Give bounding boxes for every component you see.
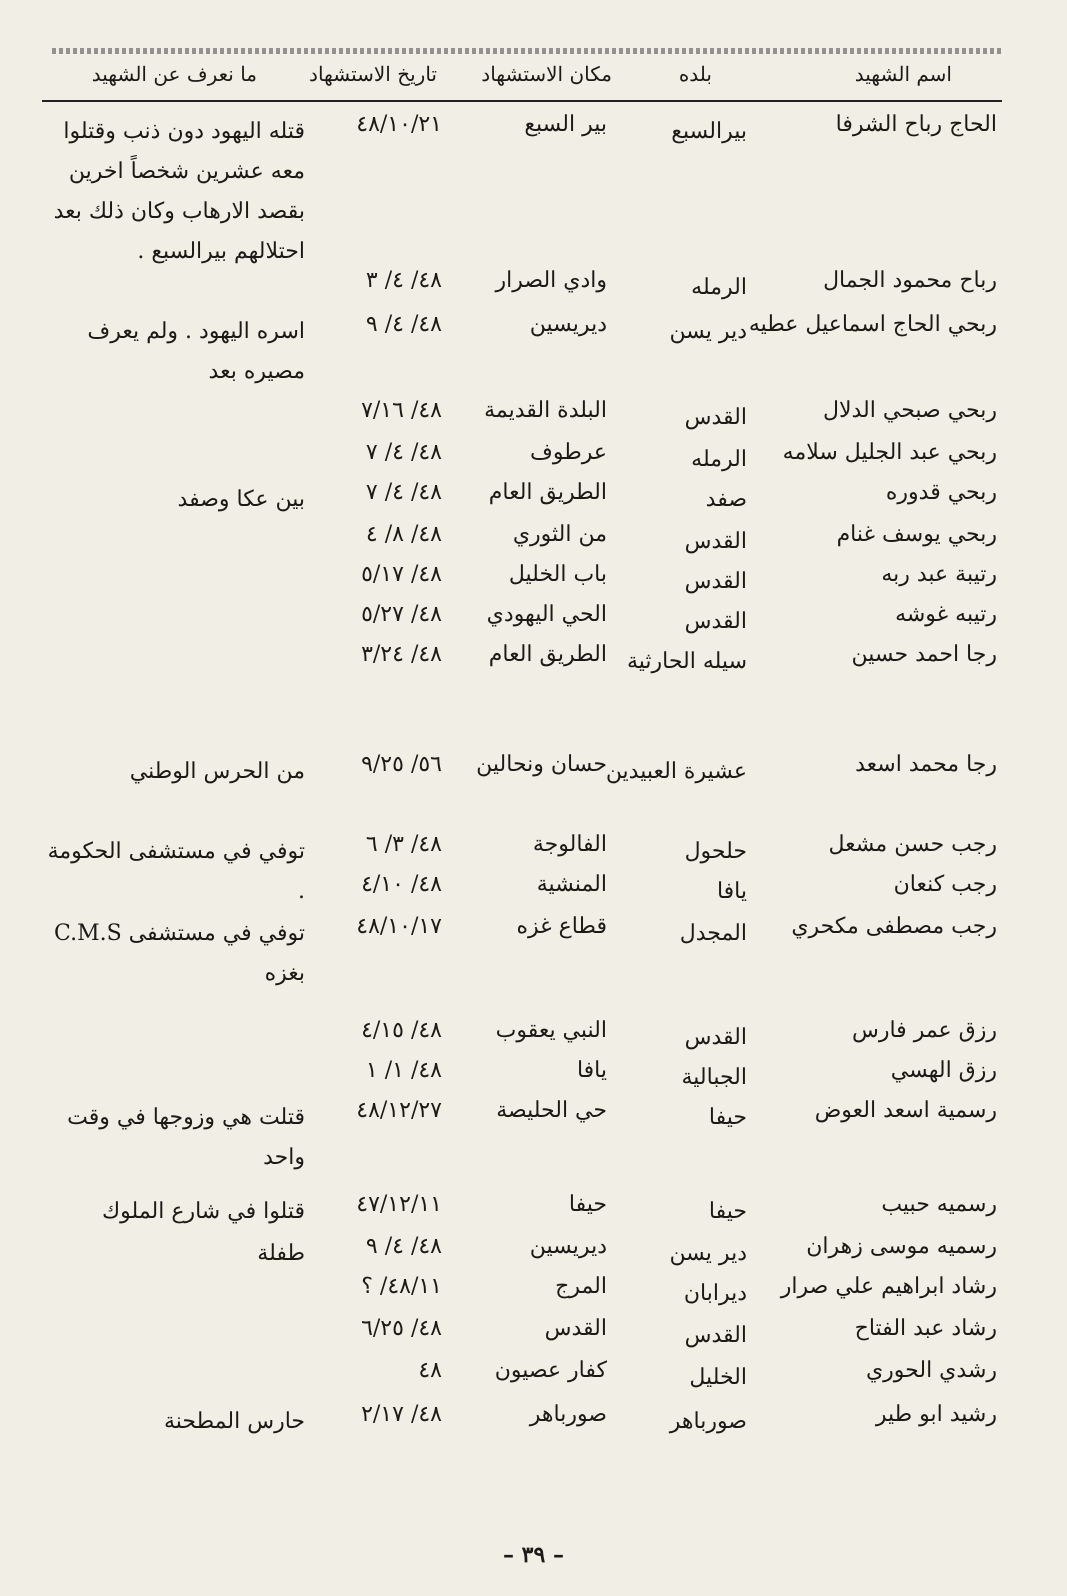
martyr-place: البلدة القديمة (484, 398, 607, 423)
table-row (0, 914, 1067, 986)
martyr-place: حسان ونحالين (476, 752, 607, 777)
martyr-name: رشاد ابراهيم علي صرار (780, 1274, 997, 1299)
table-row (0, 1358, 1067, 1398)
table-row (0, 752, 1067, 792)
martyr-note: توفي في مستشفى الحكومة . (47, 839, 305, 904)
martyr-date: ٤٨/ ٤/١٠ (361, 872, 442, 897)
martyr-place: صورباهر (529, 1402, 607, 1427)
martyr-date: ٤٨/١١/ ؟ (361, 1274, 442, 1299)
martyr-place: الحي اليهودي (486, 602, 607, 627)
martyr-place: من الثوري (512, 522, 607, 547)
martyr-date: ٤٨/ ٤/١٥ (361, 1018, 442, 1043)
header-name: اسم الشهيد (854, 62, 952, 86)
martyr-note: توفي في مستشفى C.M.S بغزه (54, 921, 305, 986)
table-row (0, 522, 1067, 562)
martyr-date: ٤٨ (418, 1358, 442, 1383)
table-row (0, 642, 1067, 682)
martyr-date: ٤٨/ ٤/ ٧ (365, 440, 442, 465)
martyr-place: حي الحليصة (496, 1098, 607, 1123)
martyr-date: ٤٨/ ٤/ ٧ (365, 480, 442, 505)
table-row (0, 1402, 1067, 1442)
header-rule (42, 100, 1002, 102)
martyr-town: عشيرة العبيدين (605, 759, 747, 784)
martyr-place: كفار عصيون (494, 1358, 607, 1383)
martyr-note: بين عكا وصفد (177, 487, 305, 512)
martyr-note: قتلوا في شارع الملوك (102, 1199, 305, 1224)
martyr-note: قتله اليهود دون ذنب وقتلوا معه عشرين شخصاً اخرين بقصد الارهاب وكان ذلك بعد احتلالهم بيرالسبع . (53, 119, 305, 264)
martyr-note: قتلت هي وزوجها في وقت واحد (67, 1105, 305, 1170)
table-row (0, 1274, 1067, 1314)
martyr-note: اسره اليهود . ولم يعرف مصيره بعد (87, 319, 305, 384)
martyr-date: ٤٨/ ٧/١٦ (361, 398, 442, 423)
martyr-date: ٤٨/١٠/٢١ (356, 112, 442, 137)
martyr-date: ٤٧/١٢/١١ (356, 1192, 442, 1217)
martyr-note: طفلة (257, 1241, 305, 1266)
martyr-town: حيفا (708, 1199, 747, 1224)
martyr-date: ٤٨/ ٥/١٧ (361, 562, 442, 587)
martyr-place: المنشية (536, 872, 607, 897)
martyr-town: يافا (716, 879, 747, 904)
table-header (52, 58, 1002, 98)
martyr-town: صفد (705, 487, 747, 512)
martyr-town: دير يسن (669, 1241, 747, 1266)
martyr-town: القدس (684, 529, 747, 554)
martyr-place: بير السبع (524, 112, 607, 137)
martyr-date: ٤٨/ ٣/ ٦ (365, 832, 442, 857)
martyr-name: ربحي يوسف غنام (836, 522, 997, 547)
martyr-date: ٤٨/١٠/١٧ (356, 914, 442, 939)
martyr-date: ٤٨/ ٣/٢٤ (361, 642, 442, 667)
martyr-place: وادي الصرار (495, 268, 607, 293)
martyr-name: رجب مصطفى مكحري (791, 914, 997, 939)
martyr-name: ربحي الحاج اسماعيل عطيه (748, 312, 997, 337)
martyr-name: رسميه موسى زهران (806, 1234, 997, 1259)
martyr-date: ٤٨/ ٦/٢٥ (361, 1316, 442, 1341)
table-row (0, 1058, 1067, 1098)
martyr-town: الجبالية (681, 1065, 747, 1090)
table-row (0, 398, 1067, 438)
martyr-name: رزق عمر فارس (852, 1018, 997, 1043)
table-row (0, 268, 1067, 308)
martyr-name: رتيبة عبد ربه (881, 562, 997, 587)
martyr-place: باب الخليل (508, 562, 607, 587)
martyr-name: رجب كنعان (893, 872, 997, 897)
top-wavy-rule (52, 48, 1002, 54)
martyr-town: المجدل (679, 921, 747, 946)
header-note: ما نعرف عن الشهيد (91, 62, 257, 86)
martyr-note: من الحرس الوطني (129, 759, 305, 784)
martyr-date: ٤٨/ ١/ ١ (365, 1058, 442, 1083)
martyr-date: ٤٨/ ٥/٢٧ (361, 602, 442, 627)
martyr-place: عرطوف (530, 440, 607, 465)
martyr-name: ربحي صبحي الدلال (822, 398, 997, 423)
martyr-town: القدس (684, 569, 747, 594)
martyr-name: ربحي قدوره (885, 480, 997, 505)
martyr-town: القدس (684, 609, 747, 634)
martyr-town: حلحول (684, 839, 747, 864)
martyr-place: الطريق العام (488, 642, 607, 667)
martyr-place: الطريق العام (488, 480, 607, 505)
table-row (0, 602, 1067, 642)
martyr-town: ديرابان (683, 1281, 747, 1306)
martyr-town: بيرالسبع (671, 119, 747, 144)
martyr-place: النبي يعقوب (495, 1018, 607, 1043)
table-row (0, 440, 1067, 480)
martyr-town: سيله الحارثية (626, 649, 747, 674)
martyr-town: القدس (684, 1025, 747, 1050)
martyr-name: رباح محمود الجمال (823, 268, 997, 293)
martyr-town: دير يسن (669, 319, 747, 344)
martyr-date: ٤٨/ ٤/ ٣ (365, 268, 442, 293)
martyr-town: الخليل (689, 1365, 747, 1390)
martyr-date: ٤٨/ ٤/ ٩ (365, 312, 442, 337)
martyr-name: رجا محمد اسعد (855, 752, 997, 777)
table-row (0, 480, 1067, 520)
martyr-town: حيفا (708, 1105, 747, 1130)
martyr-name: رزق الهسي (890, 1058, 997, 1083)
martyr-place: ديريسين (529, 312, 607, 337)
martyr-date: ٤٨/ ٨/ ٤ (365, 522, 442, 547)
martyr-date: ٤٨/١٢/٢٧ (356, 1098, 442, 1123)
table-row (0, 1192, 1067, 1232)
martyr-town: القدس (684, 1323, 747, 1348)
table-row (0, 112, 1067, 264)
martyr-place: ديريسين (529, 1234, 607, 1259)
martyr-town: القدس (684, 405, 747, 430)
table-row (0, 872, 1067, 912)
table-row (0, 1018, 1067, 1058)
martyr-place: يافا (576, 1058, 607, 1083)
martyr-town: الرمله (691, 275, 747, 300)
martyr-name: الحاج رباح الشرفا (835, 112, 997, 137)
martyr-place: المرج (555, 1274, 607, 1299)
header-town: بلده (678, 62, 712, 86)
martyr-date: ٥٦/ ٩/٢٥ (361, 752, 442, 777)
martyr-name: رسمية اسعد العوض (814, 1098, 997, 1123)
martyr-town: الرمله (691, 447, 747, 472)
martyr-name: رشيد ابو طير (875, 1402, 997, 1427)
martyr-name: رشدي الحوري (865, 1358, 997, 1383)
martyr-name: ربحي عبد الجليل سلامه (782, 440, 997, 465)
martyr-place: حيفا (568, 1192, 607, 1217)
martyr-name: رجا احمد حسين (851, 642, 997, 667)
martyr-date: ٤٨/ ٢/١٧ (361, 1402, 442, 1427)
table-row (0, 562, 1067, 602)
martyr-place: القدس (544, 1316, 607, 1341)
header-date: تاريخ الاستشهاد (309, 62, 437, 86)
martyr-date: ٤٨/ ٤/ ٩ (365, 1234, 442, 1259)
martyr-note: حارس المطحنة (164, 1409, 305, 1434)
table-row (0, 312, 1067, 384)
martyr-place: قطاع غزه (516, 914, 607, 939)
martyr-name: رشاد عبد الفتاح (854, 1316, 997, 1341)
table-row (0, 1316, 1067, 1356)
table-row (0, 1234, 1067, 1274)
martyr-place: الفالوجة (532, 832, 607, 857)
martyr-name: رتيبه غوشه (895, 602, 997, 627)
page-number: – ٣٩ – (503, 1542, 564, 1568)
table-row (0, 1098, 1067, 1170)
header-place: مكان الاستشهاد (481, 62, 612, 86)
martyr-name: رسميه حبيب (881, 1192, 997, 1217)
martyr-town: صورباهر (669, 1409, 747, 1434)
martyr-name: رجب حسن مشعل (828, 832, 997, 857)
